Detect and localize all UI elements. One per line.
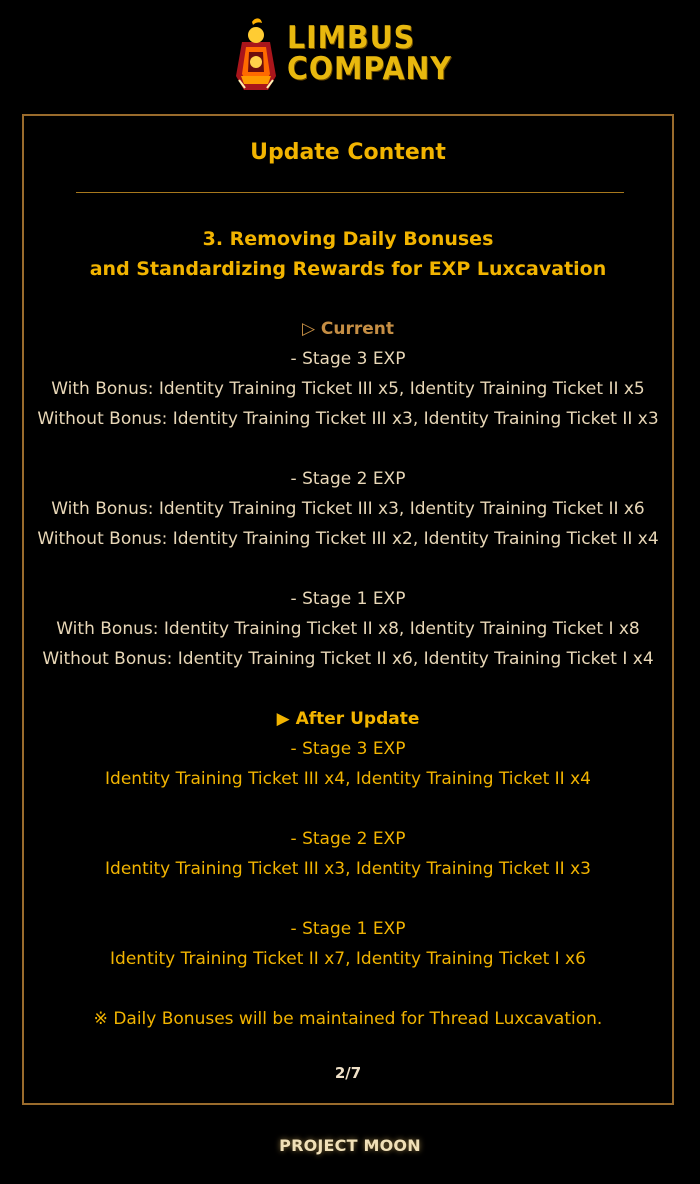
current-stage-1-name: - Stage 1 EXP	[290, 589, 406, 609]
spacer	[24, 974, 672, 1004]
current-stage-1-with-bonus: With Bonus: Identity Training Ticket II x8, Identity Training Ticket I x8	[56, 619, 640, 639]
current-stage-3-with-bonus: With Bonus: Identity Training Ticket III x5, Identity Training Ticket II x5	[51, 379, 645, 399]
thread-luxcavation-note: ※ Daily Bonuses will be maintained for Thread Luxcavation.	[93, 1009, 603, 1029]
logo-line-1: LIMBUS	[287, 20, 416, 56]
spacer	[24, 674, 672, 704]
title-divider	[76, 192, 624, 193]
spacer	[24, 884, 672, 914]
spacer	[24, 794, 672, 824]
after-stage-1-rewards: Identity Training Ticket II x7, Identity Training Ticket I x6	[110, 949, 586, 969]
current-stage-2-with-bonus: With Bonus: Identity Training Ticket III x3, Identity Training Ticket II x6	[51, 499, 645, 519]
section-title-line-1: 3. Removing Daily Bonuses	[202, 228, 494, 250]
after-stage-1-name: - Stage 1 EXP	[290, 919, 406, 939]
spacer	[24, 434, 672, 464]
brand-logo	[0, 14, 700, 94]
panel-title: Update Content	[250, 140, 446, 165]
section-title-line-2: and Standardizing Rewards for EXP Luxcavation	[89, 258, 607, 280]
after-stage-3-name: - Stage 3 EXP	[290, 739, 406, 759]
after-update-label: ▶ After Update	[276, 709, 420, 729]
after-stage-3-rewards: Identity Training Ticket III x4, Identity Training Ticket II x4	[105, 769, 591, 789]
current-stage-2-without-bonus: Without Bonus: Identity Training Ticket III x2, Identity Training Ticket II x4	[37, 529, 659, 549]
logo-line-2: COMPANY	[287, 51, 453, 87]
after-stage-2-rewards: Identity Training Ticket III x3, Identity Training Ticket II x3	[105, 859, 591, 879]
current-stage-3-name: - Stage 3 EXP	[290, 349, 406, 369]
after-stage-2-name: - Stage 2 EXP	[290, 829, 406, 849]
current-label: ▷ Current	[301, 319, 395, 339]
page-indicator: 2/7	[334, 1064, 362, 1082]
current-stage-2-name: - Stage 2 EXP	[290, 469, 406, 489]
update-content-body	[24, 224, 672, 1034]
spacer	[24, 284, 672, 314]
footer-brand: PROJECT MOON	[279, 1136, 421, 1155]
update-content-panel	[22, 114, 674, 1105]
spacer	[24, 554, 672, 584]
limbus-company-bus-emblem-icon	[233, 14, 279, 94]
current-stage-3-without-bonus: Without Bonus: Identity Training Ticket III x3, Identity Training Ticket II x3	[37, 409, 659, 429]
current-stage-1-without-bonus: Without Bonus: Identity Training Ticket II x6, Identity Training Ticket I x4	[42, 649, 654, 669]
